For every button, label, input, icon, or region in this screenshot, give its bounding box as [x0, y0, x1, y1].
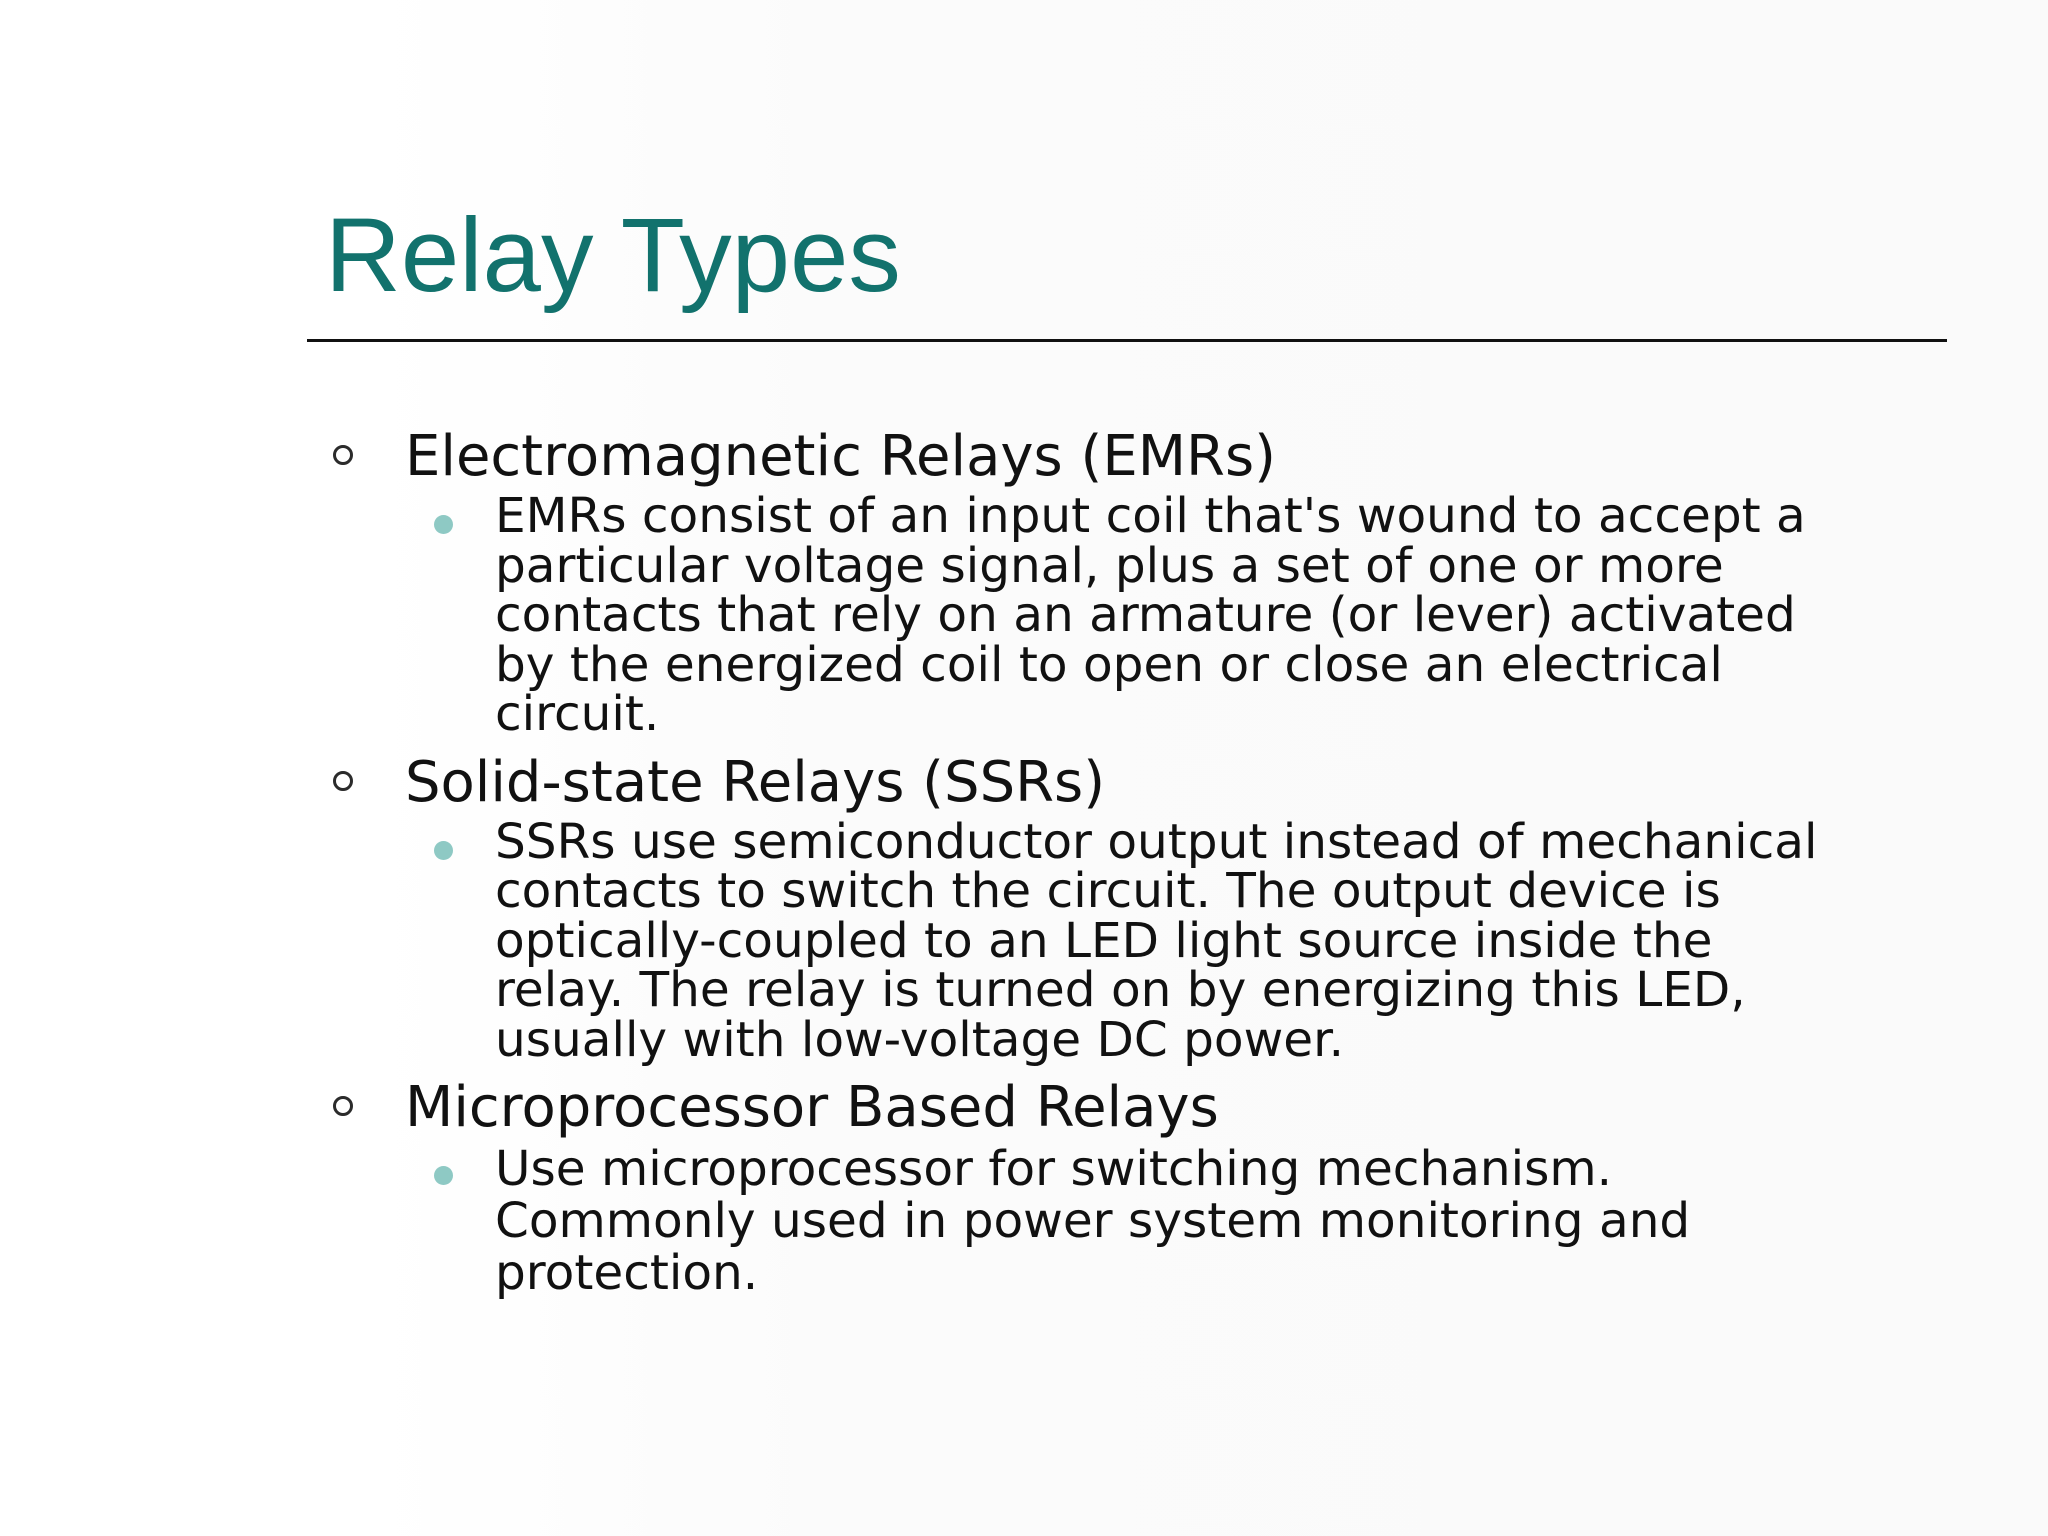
bullet-heading — [325, 750, 1905, 816]
bullet-list — [325, 424, 1905, 1309]
list-item-microprocessor — [325, 1075, 1905, 1299]
list-item-emr — [325, 424, 1905, 740]
title-divider — [307, 339, 1947, 342]
list-item-ssr — [325, 750, 1905, 1066]
dot-bullet-icon — [434, 1166, 453, 1185]
dot-bullet-icon — [434, 515, 453, 534]
sub-bullet — [325, 1143, 1905, 1299]
heading-text: Electromagnetic Relays (EMRs) — [405, 424, 1276, 489]
ring-bullet-icon — [333, 445, 353, 465]
slide-title: Relay Types — [325, 197, 901, 314]
bullet-heading — [325, 424, 1905, 490]
ring-bullet-icon — [333, 771, 353, 791]
sub-bullet-text: SSRs use semiconductor output instead of mechanical contacts to switch the circuit. The output device is optically-coupled to an LED light source inside the relay. The relay is turned on by energizing this LED, usually with low-voltage DC power. — [495, 813, 1818, 1068]
sub-bullet-text: EMRs consist of an input coil that's wound to accept a particular voltage signal, plus a set of one or more contacts that rely on an armature (or lever) activated by the energized coil to open or close an electrical circuit. — [495, 488, 1806, 742]
bullet-heading — [325, 1075, 1905, 1141]
sub-bullet-text: Use microprocessor for switching mechanism. Commonly used in power system monitoring and protection. — [495, 1141, 1691, 1301]
heading-text: Solid-state Relays (SSRs) — [405, 749, 1106, 815]
dot-bullet-icon — [434, 841, 453, 860]
ring-bullet-icon — [333, 1096, 353, 1116]
sub-bullet — [325, 813, 1905, 1068]
heading-text: Microprocessor Based Relays — [405, 1075, 1219, 1140]
sub-bullet — [325, 488, 1905, 742]
